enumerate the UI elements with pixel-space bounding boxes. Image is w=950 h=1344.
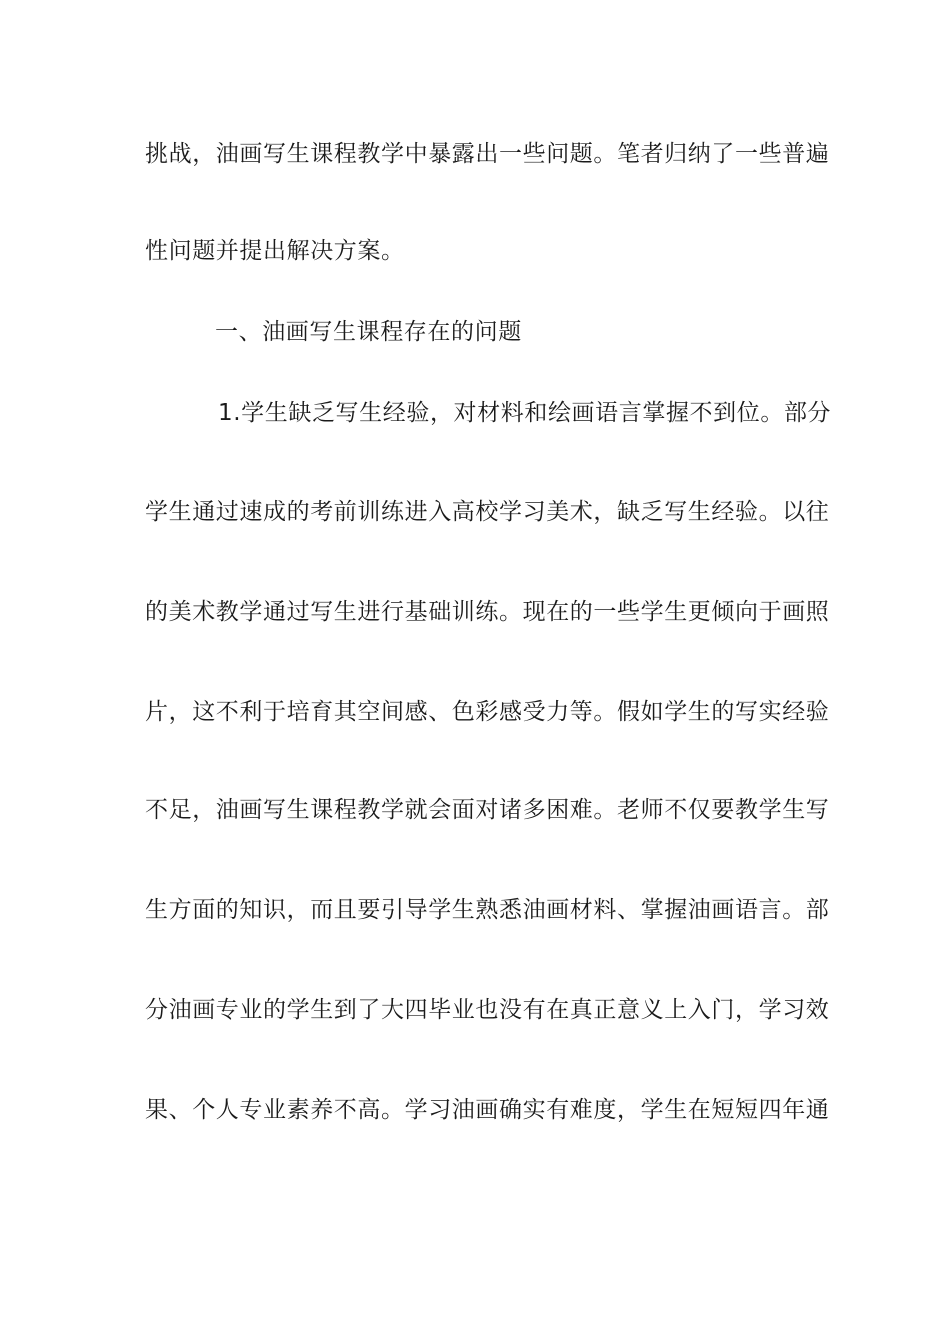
section-heading: 一、油画写生课程存在的问题 (215, 319, 522, 345)
paragraph-line: 1.学生缺乏写生经验，对材料和绘画语言掌握不到位。部分 (218, 400, 832, 426)
paragraph-line: 挑战，油画写生课程教学中暴露出一些问题。笔者归纳了一些普遍 (145, 141, 830, 167)
paragraph-line: 性问题并提出解决方案。 (145, 238, 405, 264)
paragraph-line: 分油画专业的学生到了大四毕业也没有在真正意义上入门，学习效 (145, 997, 830, 1023)
paragraph-line: 不足，油画写生课程教学就会面对诸多困难。老师不仅要教学生写 (145, 797, 830, 823)
paragraph-line: 片，这不利于培育其空间感、色彩感受力等。假如学生的写实经验 (145, 699, 830, 725)
paragraph-line: 生方面的知识，而且要引导学生熟悉油画材料、掌握油画语言。部 (145, 897, 830, 923)
paragraph-line: 的美术教学通过写生进行基础训练。现在的一些学生更倾向于画照 (145, 599, 830, 625)
paragraph-line: 学生通过速成的考前训练进入高校学习美术，缺乏写生经验。以往 (145, 499, 830, 525)
paragraph-line: 果、个人专业素养不高。学习油画确实有难度，学生在短短四年通 (145, 1097, 830, 1123)
